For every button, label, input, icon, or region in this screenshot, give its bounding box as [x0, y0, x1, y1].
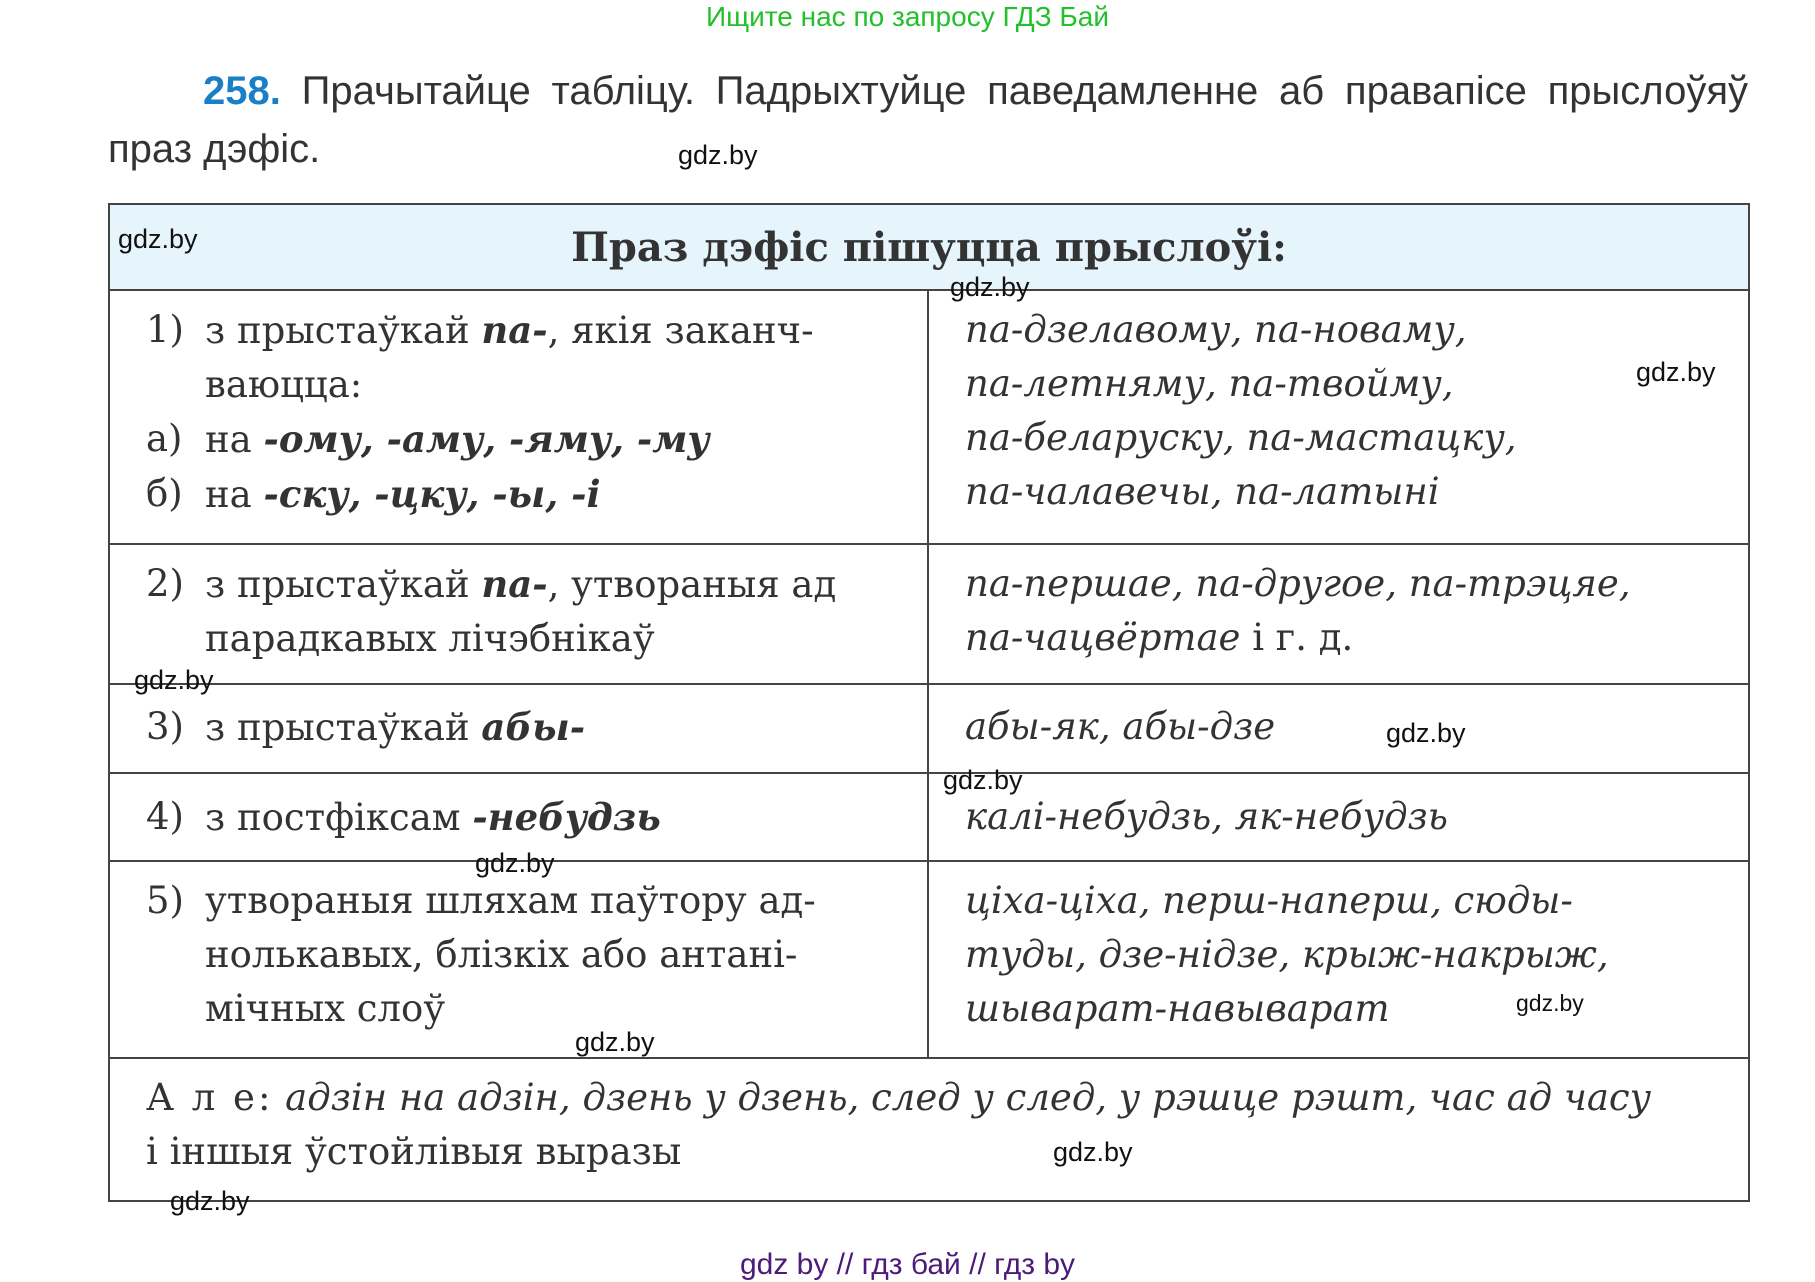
sub-rule-a: а) на -ому, -аму, -яму, -му [146, 417, 710, 461]
rules-table [108, 203, 1750, 1202]
rule-cell [109, 290, 928, 544]
watermark: gdz.by [678, 140, 758, 170]
note-label: А л е: [146, 1076, 274, 1119]
table-header-row [109, 204, 1749, 290]
watermark: gdz.by [1516, 990, 1584, 1016]
watermark: gdz.by [1053, 1137, 1133, 1167]
watermark: gdz.by [170, 1186, 250, 1216]
table-header: Праз дэфіс пішуцца прыслоўі: [109, 204, 1749, 290]
examples-cell: абы-як, абы-дзе [928, 684, 1749, 773]
rule-cell: 3) з прыстаўкай абы- [109, 684, 928, 773]
search-banner: Ищите нас по запросу ГДЗ Бай [705, 1, 1110, 32]
watermark: gdz.by [1386, 718, 1466, 748]
table-row [109, 544, 1749, 684]
note-examples: адзін на адзін, дзень у дзень, след у след, у рэшце рэшт, час ад часу [273, 1076, 1652, 1119]
watermark: gdz.by [118, 224, 198, 254]
watermark: gdz.by [1636, 357, 1716, 387]
footer-links: gdz by // гдз бай // гдз by [739, 1248, 1076, 1281]
rule-number: 1) [146, 308, 184, 351]
rule-text: з прыстаўкай па-, якія заканч- ваюцца: [205, 308, 814, 406]
sub-rule-b: б) на -ску, -цку, -ы, -і [146, 472, 601, 516]
watermark: gdz.by [943, 765, 1023, 795]
examples-cell: калі-небудзь, як-небудзь [928, 773, 1749, 861]
table-row [109, 290, 1749, 544]
rule-cell: 2) з прыстаўкай па-, утвораныя ад парадкавых лічэбнікаў [109, 544, 928, 684]
watermark: gdz.by [475, 848, 555, 878]
watermark: gdz.by [134, 665, 214, 695]
task-number: 258. [203, 69, 281, 113]
table-row [109, 861, 1749, 1058]
watermark: gdz.by [950, 272, 1030, 302]
task-text: Прачытайце табліцу. Падрыхтуйце паведамленне аб правапісе прыслоўяў праз дэфіс. [108, 69, 1748, 171]
exception-note [109, 1058, 1749, 1201]
examples-cell: па-першае, па-другое, па-трэцяе, па-чацвёртае і г. д. [928, 544, 1749, 684]
table-row [109, 773, 1749, 861]
examples-cell: па-дзелавому, па-новаму, па-летняму, па-твойму, па-беларуску, па-мастацку, па-чалавечы, па-латыні [928, 290, 1749, 544]
rule-cell: 4) з постфіксам -небудзь [109, 773, 928, 861]
task-statement [108, 62, 1748, 178]
watermark: gdz.by [575, 1027, 655, 1057]
table-row [109, 684, 1749, 773]
note-tail: і іншыя ўстойлівыя выразы [146, 1130, 682, 1173]
examples-cell: ціха-ціха, перш-наперш, сюды- туды, дзе-нідзе, крыж-накрыж, шыварат-навыварат [928, 861, 1749, 1058]
rule-cell: 5) утвораныя шляхам паўтору ад- нолькавых, блізкіх або антані- мічных слоў [109, 861, 928, 1058]
exception-note-row [109, 1058, 1749, 1201]
